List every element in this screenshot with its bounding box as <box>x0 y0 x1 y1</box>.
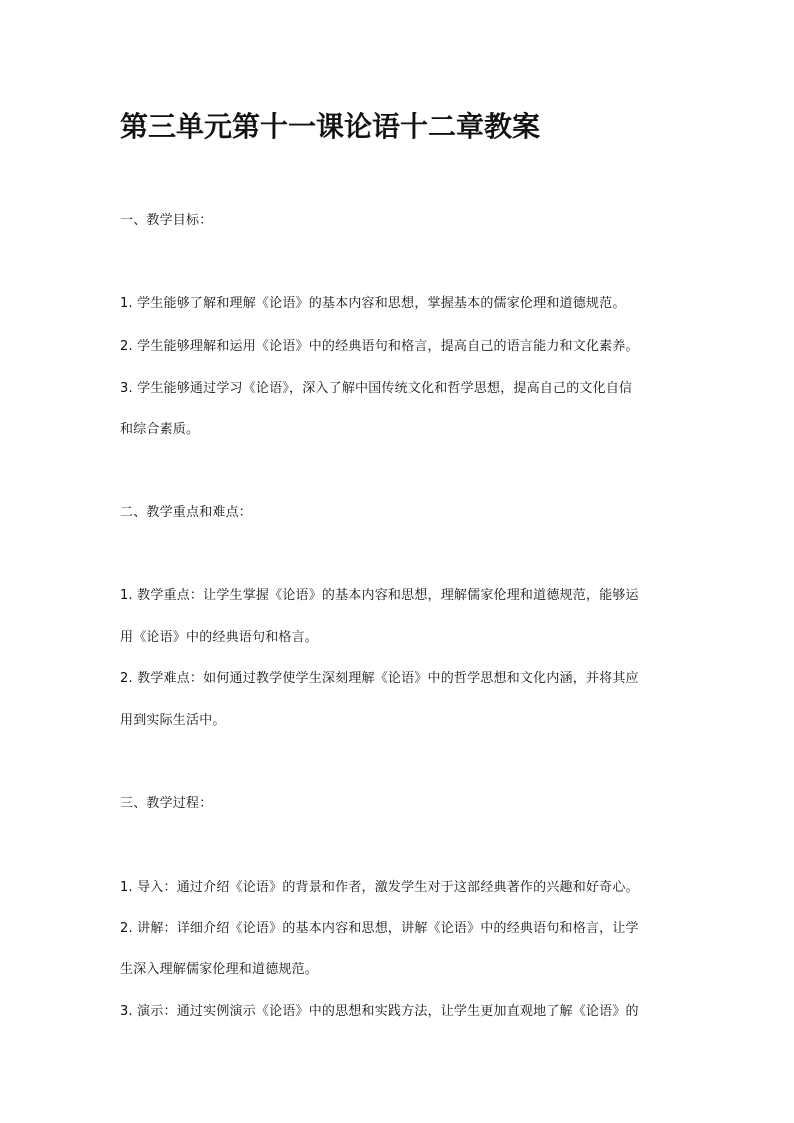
section-heading-key-points: 二、教学重点和难点： <box>120 505 253 520</box>
objective-item-3-line-2: 和综合素质。 <box>120 422 200 437</box>
process-item-3-line-1: 3. 演示：通过实例演示《论语》中的思想和实践方法，让学生更加直观地了解《论语》的 <box>120 1004 639 1019</box>
key-point-item-1-line-1: 1. 教学重点：让学生掌握《论语》的基本内容和思想，理解儒家伦理和道德规范，能够运 <box>120 588 639 603</box>
objective-item-3-line-1: 3. 学生能够通过学习《论语》，深入了解中国传统文化和哲学思想，提高自己的文化自信 <box>120 381 633 396</box>
key-point-item-1-line-2: 用《论语》中的经典语句和格言。 <box>120 630 319 645</box>
objective-item-2: 2. 学生能够理解和运用《论语》中的经典语句和格言，提高自己的语言能力和文化素养。 <box>120 339 639 354</box>
page-title: 第三单元第十一课论语十二章教案 <box>120 110 541 143</box>
section-heading-process: 三、教学过程： <box>120 796 213 811</box>
section-heading-objectives: 一、教学目标： <box>120 213 213 228</box>
key-point-item-2-line-1: 2. 教学难点：如何通过教学使学生深刻理解《论语》中的哲学思想和文化内涵，并将其应 <box>120 671 639 686</box>
process-item-1: 1. 导入：通过介绍《论语》的背景和作者，激发学生对于这部经典著作的兴趣和好奇心。 <box>120 880 639 895</box>
objective-item-1: 1. 学生能够了解和理解《论语》的基本内容和思想，掌握基本的儒家伦理和道德规范。 <box>120 296 626 311</box>
process-item-2-line-1: 2. 讲解：详细介绍《论语》的基本内容和思想，讲解《论语》中的经典语句和格言，让学 <box>120 921 639 936</box>
process-item-2-line-2: 生深入理解儒家伦理和道德规范。 <box>120 962 319 977</box>
key-point-item-2-line-2: 用到实际生活中。 <box>120 713 226 728</box>
